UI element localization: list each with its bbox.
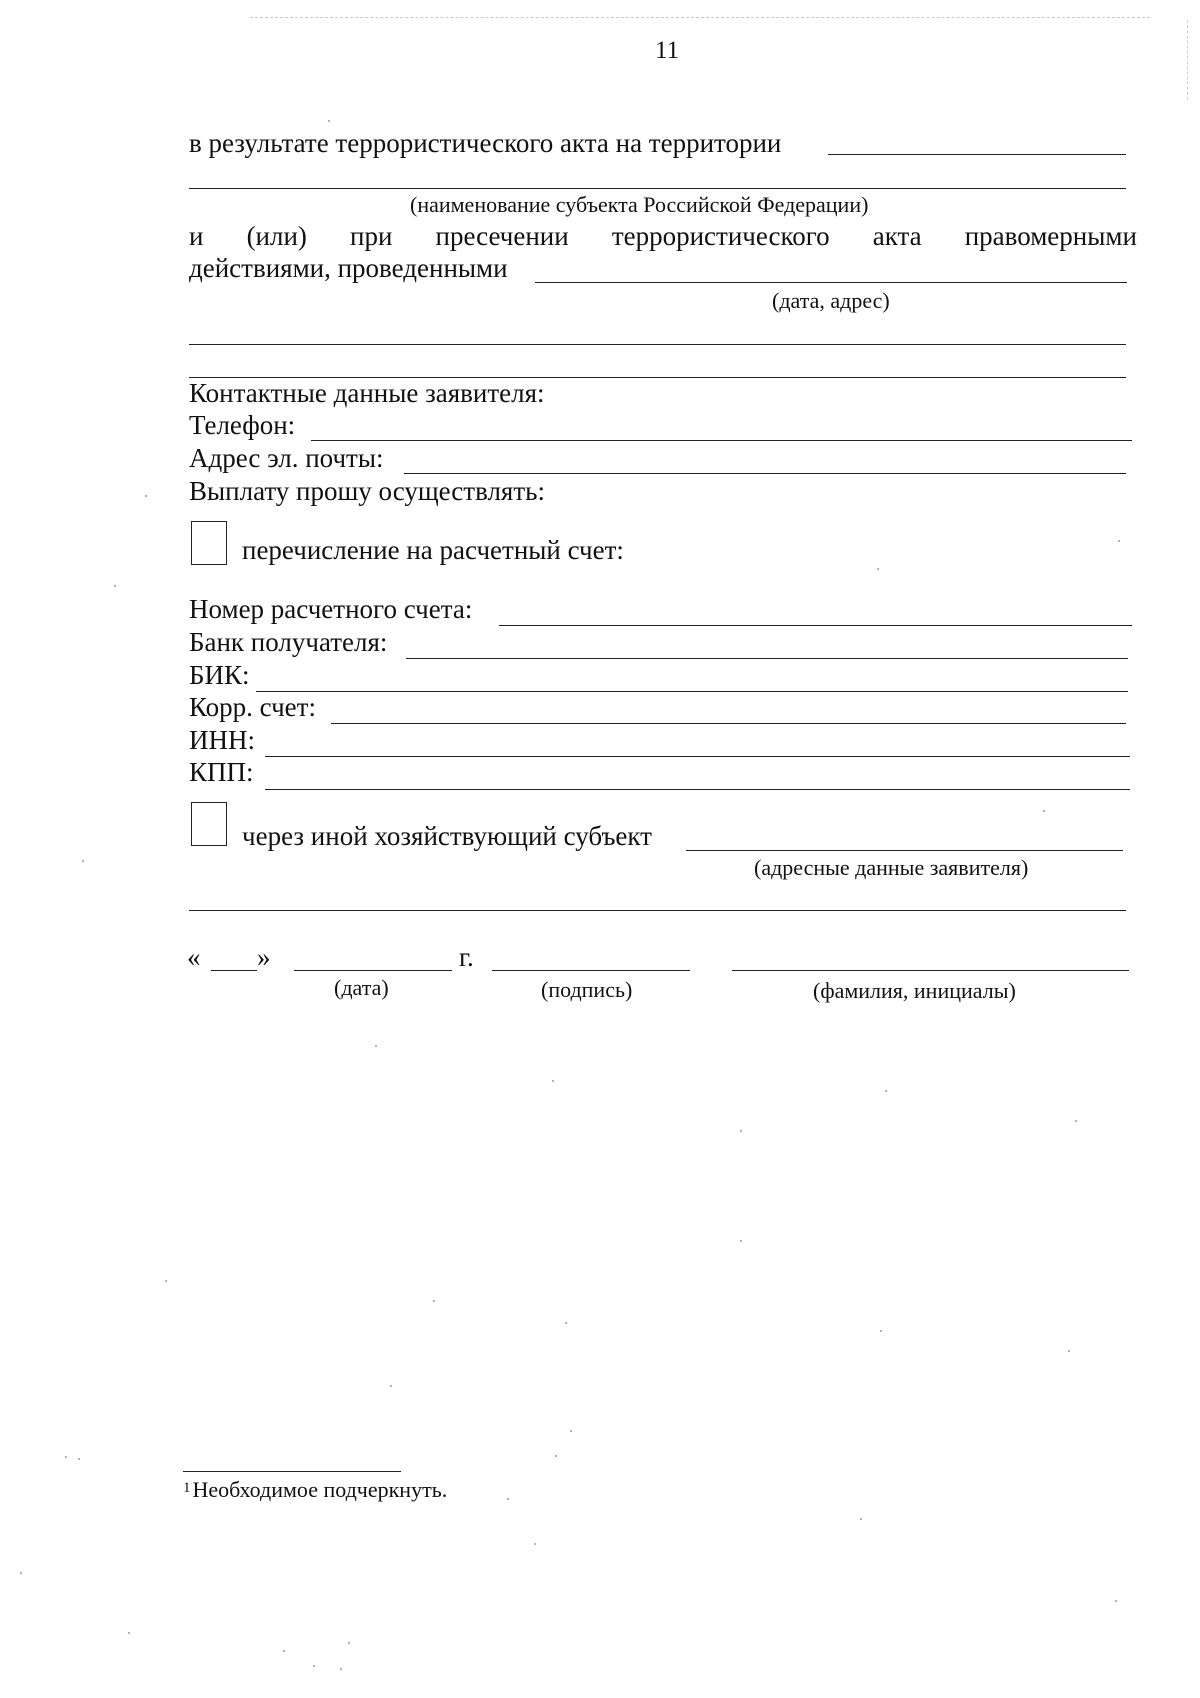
scan-speck xyxy=(740,1130,742,1132)
scan-speck xyxy=(570,1430,572,1432)
inn-field[interactable] xyxy=(265,756,1130,757)
intro-word: (или) xyxy=(246,221,307,251)
footnote-text: Необходимое подчеркнуть. xyxy=(192,1477,448,1502)
scan-speck xyxy=(555,1455,557,1457)
scan-speck xyxy=(20,1572,22,1574)
other-entity-label: через иной хозяйствующий субъект xyxy=(242,821,652,851)
scan-speck xyxy=(534,1543,536,1545)
year-suffix: г. xyxy=(459,942,474,972)
intro-word: пресечении xyxy=(435,221,569,251)
scan-speck xyxy=(82,860,84,862)
bank-field[interactable] xyxy=(406,658,1128,659)
intro-line-2 xyxy=(189,221,1137,251)
region-field[interactable] xyxy=(189,188,1126,189)
scan-speck xyxy=(145,495,147,497)
signature-field[interactable] xyxy=(492,970,690,971)
corr-account-field[interactable] xyxy=(331,723,1126,724)
scan-speck xyxy=(885,1090,887,1092)
month-field[interactable] xyxy=(294,970,452,971)
scan-speck xyxy=(390,1385,392,1387)
email-field[interactable] xyxy=(404,473,1126,474)
scan-artifact-top-edge xyxy=(250,17,1150,18)
intro-line-1: в результате террористического акта на территории xyxy=(189,128,782,158)
caption-region: (наименование субъекта Российской Федерации) xyxy=(410,192,869,217)
date-address-field[interactable] xyxy=(535,282,1127,283)
kpp-label: КПП: xyxy=(189,757,254,787)
scan-speck xyxy=(860,1518,862,1520)
scan-speck xyxy=(1043,810,1045,812)
bank-label: Банк получателя: xyxy=(189,627,388,657)
phone-field[interactable] xyxy=(311,440,1132,441)
scan-speck xyxy=(340,1668,342,1670)
scan-artifact-right-edge xyxy=(1187,20,1188,100)
footnote xyxy=(183,1477,447,1503)
day-field[interactable] xyxy=(211,970,257,971)
scan-speck xyxy=(1075,1120,1077,1122)
transfer-checkbox[interactable] xyxy=(191,521,227,565)
scan-speck xyxy=(740,1240,742,1242)
scan-speck xyxy=(877,568,879,570)
scan-speck xyxy=(348,1642,350,1644)
intro-word: террористического xyxy=(611,221,830,251)
scan-speck xyxy=(1068,1350,1070,1352)
scan-speck xyxy=(1115,1600,1117,1602)
name-field[interactable] xyxy=(732,970,1129,971)
scan-speck xyxy=(128,1632,130,1634)
scan-speck xyxy=(78,1458,80,1460)
other-entity-field[interactable] xyxy=(686,850,1123,851)
scan-speck xyxy=(1118,540,1120,542)
caption-address-data: (адресные данные заявителя) xyxy=(754,855,1029,880)
phone-label: Телефон: xyxy=(189,410,296,440)
caption-date: (дата) xyxy=(334,975,389,1000)
scan-speck xyxy=(880,1330,882,1332)
scan-speck xyxy=(552,1080,554,1082)
footnote-separator xyxy=(183,1471,401,1472)
bik-label: БИК: xyxy=(189,660,250,690)
intro-word: акта xyxy=(872,221,922,251)
footnote-mark: 1 xyxy=(183,1480,191,1496)
intro-word: при xyxy=(350,221,393,251)
page-number: 11 xyxy=(655,37,680,64)
inn-label: ИНН: xyxy=(189,725,255,755)
scan-speck xyxy=(65,1456,67,1458)
other-entity-field-2[interactable] xyxy=(189,910,1126,911)
kpp-field[interactable] xyxy=(265,789,1130,790)
scan-speck xyxy=(114,585,116,587)
date-address-field-2[interactable] xyxy=(189,344,1126,345)
intro-line-3: действиями, проведенными xyxy=(189,253,508,283)
email-label: Адрес эл. почты: xyxy=(189,443,384,473)
caption-name: (фамилия, инициалы) xyxy=(813,978,1016,1003)
bik-field[interactable] xyxy=(256,691,1128,692)
scan-speck xyxy=(375,1045,377,1047)
intro-word: правомерными xyxy=(964,221,1137,251)
scan-speck xyxy=(313,1665,315,1667)
scan-speck xyxy=(283,1650,285,1652)
quote-close: » xyxy=(257,942,271,972)
caption-date-address: (дата, адрес) xyxy=(772,288,890,313)
scan-speck xyxy=(165,1280,167,1282)
payment-heading: Выплату прошу осуществлять: xyxy=(189,476,545,506)
transfer-option-label: перечисление на расчетный счет: xyxy=(242,535,624,565)
scan-speck xyxy=(507,1498,509,1500)
account-number-field[interactable] xyxy=(499,625,1132,626)
territory-field[interactable] xyxy=(828,154,1126,155)
scan-speck xyxy=(565,1322,567,1324)
scan-speck xyxy=(328,120,330,122)
other-entity-checkbox[interactable] xyxy=(191,802,227,846)
scan-speck xyxy=(433,1300,435,1302)
account-number-label: Номер расчетного счета: xyxy=(189,594,473,624)
contacts-heading: Контактные данные заявителя: xyxy=(189,378,545,408)
intro-word: и xyxy=(189,221,204,251)
quote-open: « xyxy=(187,942,201,972)
corr-account-label: Корр. счет: xyxy=(189,692,316,722)
caption-signature: (подпись) xyxy=(541,977,633,1002)
